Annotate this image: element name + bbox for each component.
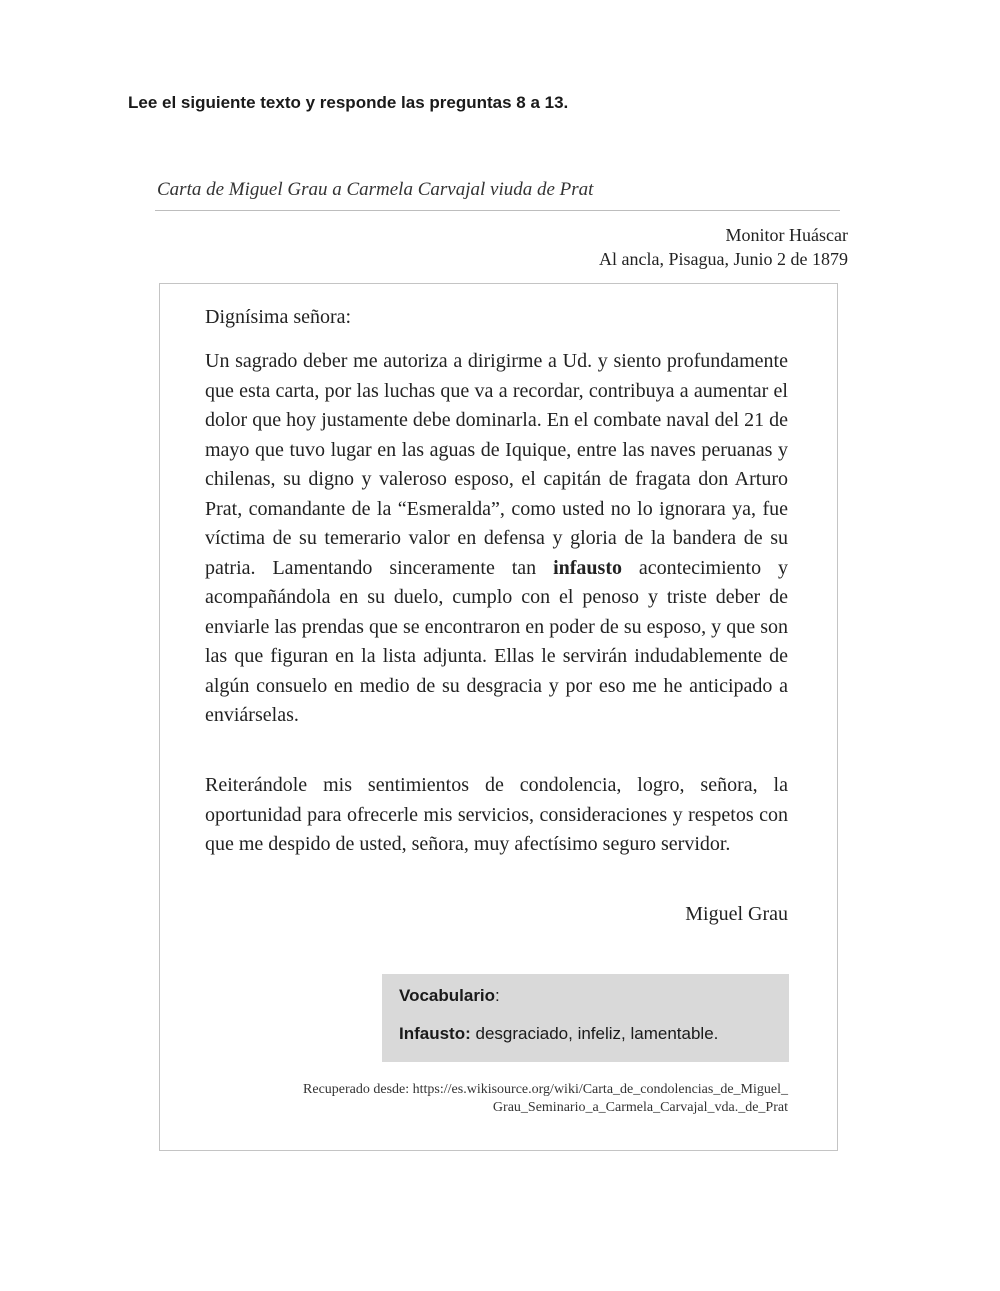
place-date: Al ancla, Pisagua, Junio 2 de 1879 (599, 249, 848, 269)
highlighted-word: infausto (553, 556, 622, 579)
vocabulary-definition: desgraciado, infeliz, lamentable. (470, 1024, 719, 1043)
instruction-text: Lee el siguiente texto y responde las preguntas 8 a 13. (128, 93, 569, 112)
letter-paragraph-2: Reiterándole mis sentimientos de condolencia, logro, señora, la oportunidad para ofrecerle mis servicios, consideraciones y respetos con que me despido de usted, señora, muy afectísimo seguro servidor. (205, 774, 788, 855)
source-line-2: Grau_Seminario_a_Carmela_Carvajal_vda._de_Prat (492, 1100, 788, 1115)
vocabulary-heading-colon: : (495, 986, 500, 1005)
salutation: Dignísima señora: (205, 306, 352, 328)
vocabulary-box (382, 974, 789, 1062)
source-citation (303, 1081, 788, 1117)
letter-paragraph-1 (205, 347, 788, 731)
signature: Miguel Grau (685, 903, 788, 925)
paragraph-1-before: Un sagrado deber me autoriza a dirigirme a Ud. y siento profundamente que esta carta, por las luchas que va a recordar, contribuya a aumentar el dolor que hoy justamente debe dominarla. En el combate naval del 21 de mayo que tuvo lugar en las aguas de Iquique, entre las naves peruanas y chilenas, su digno y valeroso esposo, el capitán de fragata don Arturo Prat, comandante de la “Esmeralda”, como usted no lo ignorara ya, fue víctima de su temerario valor en defensa y gloria de la bandera de su patria. Lamentando sinceramente tan (205, 350, 788, 579)
title-divider (155, 210, 840, 211)
vocabulary-term: Infausto: (399, 1024, 471, 1043)
source-line-1: Recuperado desde: https://es.wikisource.org/wiki/Carta_de_condolencias_de_Miguel_ (303, 1082, 788, 1097)
vocabulary-heading (399, 985, 772, 1007)
ship-name: Monitor Huáscar (725, 225, 848, 245)
vocabulary-entry (399, 1023, 772, 1045)
letter-header (599, 223, 848, 271)
paragraph-1-after: acontecimiento y acompañándola en su duelo, cumplo con el penoso y triste deber de enviarle las prendas que se encontraron en poder de su esposo, y que son las que figuran en la lista adjunta. Ellas le servirán indudablemente de algún consuelo en medio de su desgracia y por eso me he anticipado a enviárselas. (205, 556, 789, 726)
letter-title: Carta de Miguel Grau a Carmela Carvajal viuda de Prat (157, 179, 594, 200)
vocabulary-heading-label: Vocabulario (399, 986, 496, 1005)
